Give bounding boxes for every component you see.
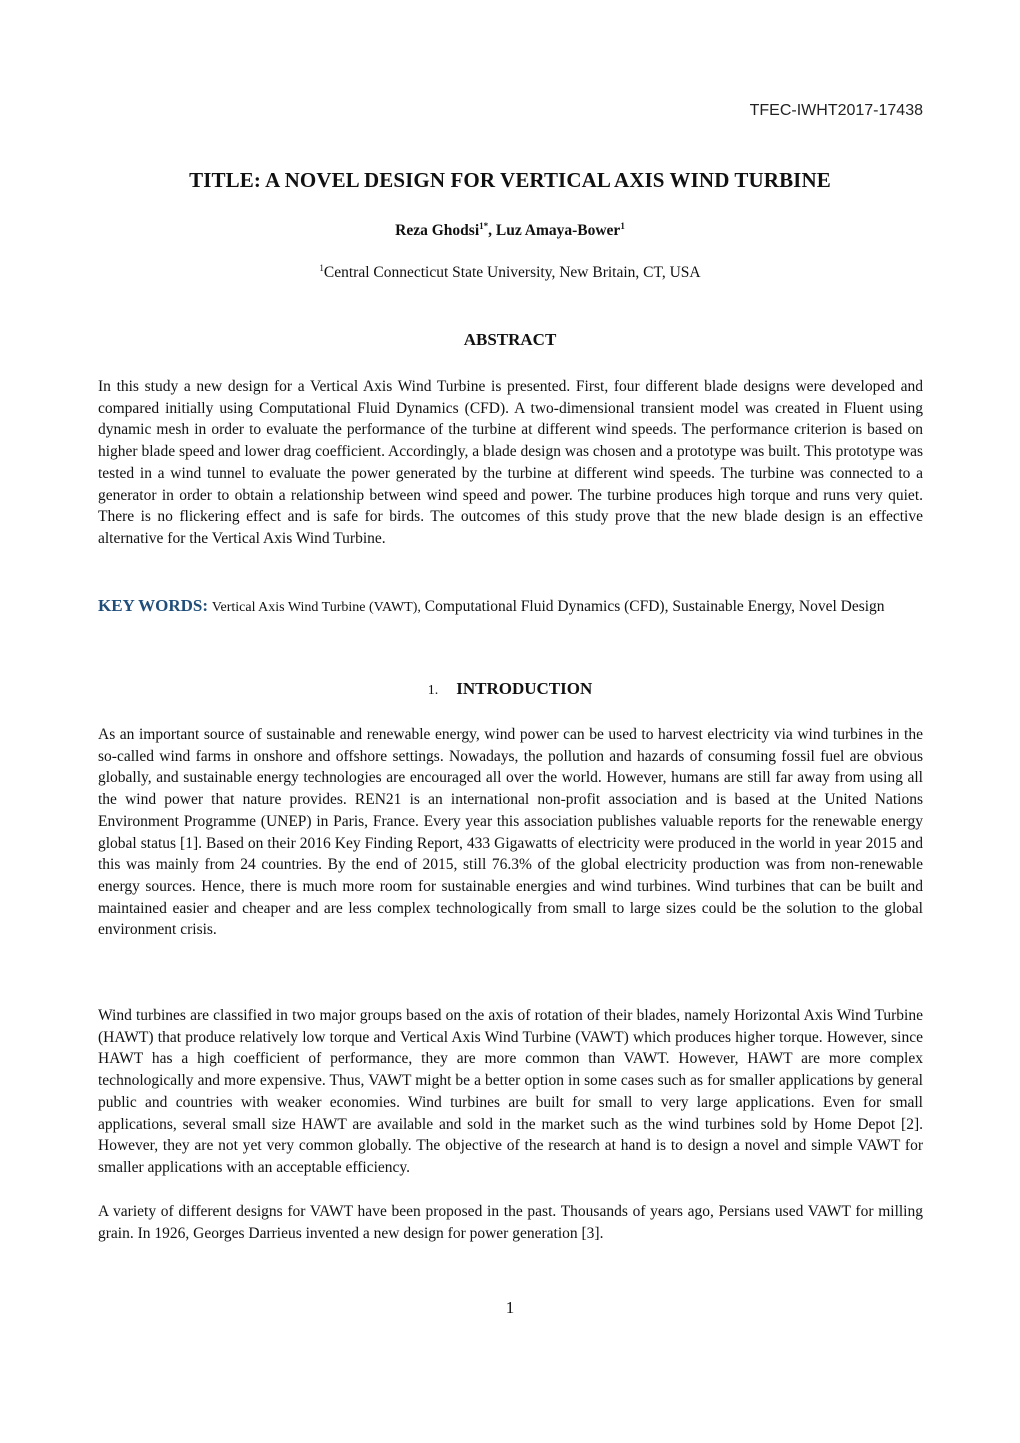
affiliation-mark: 1 xyxy=(319,263,324,273)
introduction-heading xyxy=(0,679,1020,699)
author-separator: , xyxy=(488,222,496,239)
section-title: INTRODUCTION xyxy=(456,679,593,698)
affiliation-text: Central Connecticut State University, New Britain, CT, USA xyxy=(323,264,701,281)
author-2-name: Luz Amaya-Bower xyxy=(495,222,621,239)
section-number: 1. xyxy=(427,683,439,698)
paper-title: TITLE: A NOVEL DESIGN FOR VERTICAL AXIS WIND TURBINE xyxy=(189,168,831,192)
author-2-affiliation-mark: 1 xyxy=(620,221,625,231)
abstract-text: In this study a new design for a Vertical Axis Wind Turbine is presented. First, four different blade designs were developed and compared initially using Computational Fluid Dynamics (CFD). A two-dimensional transient model was created in Fluent using dynamic mesh in order to evaluate the performance of the turbine at different wind speeds. The performance criterion is based on higher blade speed and lower drag coefficient. Accordingly, a blade design was chosen and a prototype was built. This prototype was tested in a wind tunnel to evaluate the power generated by the turbine at different wind speeds. The turbine was connected to a generator in order to obtain a relationship between wind speed and power. The turbine produces high torque and runs very quiet. There is no flickering effect and is safe for birds. The outcomes of this study prove that the new blade design is an effective alternative for the Vertical Axis Wind Turbine. xyxy=(98,378,923,547)
author-1-affiliation-mark: 1* xyxy=(479,221,489,231)
keywords-label: KEY WORDS: xyxy=(98,596,209,615)
intro-paragraph-3: A variety of different designs for VAWT have been proposed in the past. Thousands of years ago, Persians used VAWT for milling grain. In 1926, Georges Darrieus invented a new design for power generation [3]. xyxy=(98,1203,923,1242)
author-line xyxy=(0,222,1020,240)
paper-id: TFEC-IWHT2017-17438 xyxy=(749,102,923,119)
keywords-paragraph xyxy=(98,595,923,619)
page-number: 1 xyxy=(505,1298,515,1317)
abstract-heading: ABSTRACT xyxy=(463,330,557,349)
keywords-rest: Computational Fluid Dynamics (CFD), Sustainable Energy, Novel Design xyxy=(420,598,885,615)
intro-paragraph-2: Wind turbines are classified in two major groups based on the axis of rotation of their blades, namely Horizontal Axis Wind Turbine (HAWT) that produce relatively low torque and Vertical Axis Wind Turbine (VAWT) which produces higher torque. However, since HAWT has a high coefficient of performance, they are more common than VAWT. However, HAWT are more complex technologically and more expensive. Thus, VAWT might be a better option in some cases such as for smaller applications by general public and countries with weaker economies. Wind turbines are built for small to very large applications. Even for small applications, several small size HAWT are available and sold in the market such as the wind turbines sold by Home Depot [2]. However, they are not yet very common globally. The objective of the research at hand is to design a novel and simple VAWT for smaller applications with an acceptable efficiency. xyxy=(98,1007,923,1176)
author-1-name: Reza Ghodsi xyxy=(395,222,480,239)
affiliation-line xyxy=(0,264,1020,282)
keywords-first: Vertical Axis Wind Turbine (VAWT), xyxy=(211,600,421,615)
intro-paragraph-1: As an important source of sustainable and renewable energy, wind power can be used to harvest electricity via wind turbines in the so-called wind farms in onshore and offshore settings. Nowadays, the pollution and hazards of consuming fossil fuel are obvious globally, and sustainable energy technologies are encouraged all over the world. However, humans are still far away from using all the wind power that nature provides. REN21 is an international non-profit association and is based at the United Nations Environment Programme (UNEP) in Paris, France. Every year this association publishes valuable reports for the renewable energy global status [1]. Based on their 2016 Key Finding Report, 433 Gigawatts of electricity were produced in the world in year 2015 and this was mainly from 24 countries. By the end of 2015, still 76.3% of the global electricity production was from non-renewable energy sources. Hence, there is much more room for sustainable energies and wind turbines. Wind turbines that can be built and maintained easier and cheaper and are less complex technologically from small to large sizes could be the solution to the global environment crisis. xyxy=(98,726,923,939)
